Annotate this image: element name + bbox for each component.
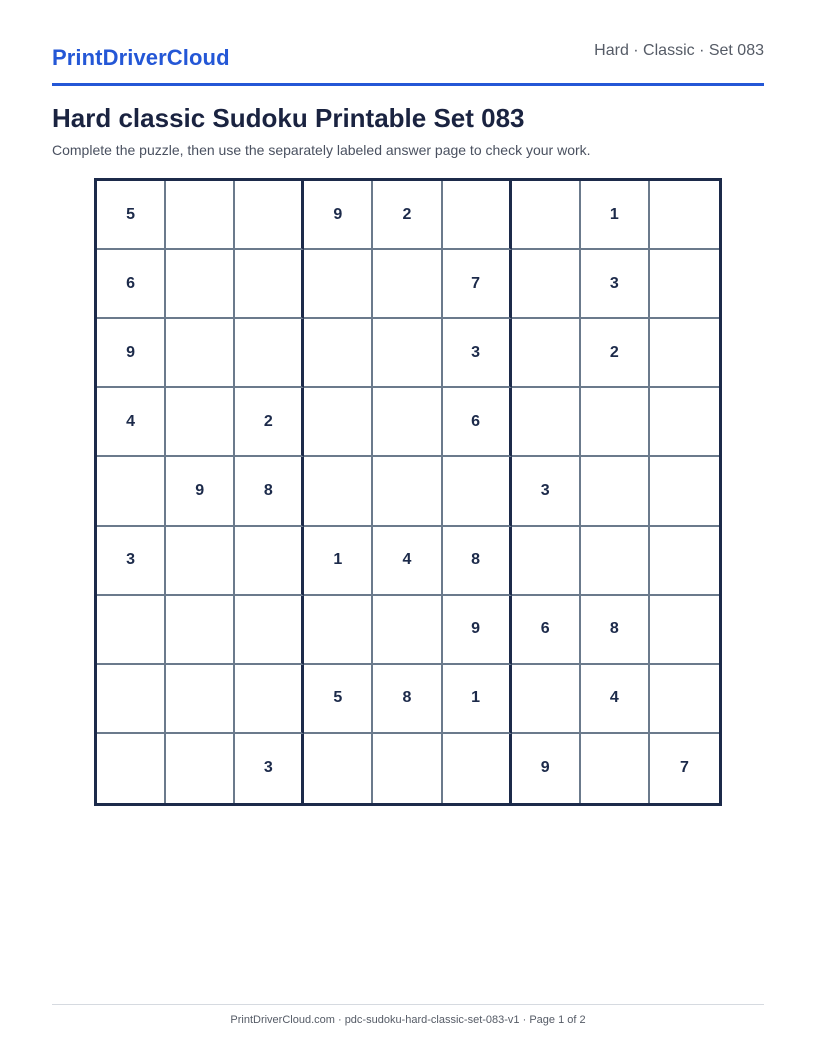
- sudoku-cell: 1: [581, 181, 650, 250]
- sudoku-cell: [304, 596, 373, 665]
- sudoku-cell: [235, 319, 304, 388]
- sudoku-cell: [373, 319, 442, 388]
- sudoku-grid: [94, 178, 722, 806]
- sudoku-cell: [235, 250, 304, 319]
- sudoku-cell: [650, 181, 719, 250]
- sudoku-cell: [443, 734, 512, 803]
- sudoku-cell: [373, 250, 442, 319]
- sudoku-cell: 3: [235, 734, 304, 803]
- sudoku-cell: [235, 527, 304, 596]
- sudoku-cell: [443, 457, 512, 526]
- sudoku-cell: 2: [581, 319, 650, 388]
- sudoku-cell: [97, 596, 166, 665]
- sudoku-cell: [304, 250, 373, 319]
- sudoku-cell: 7: [443, 250, 512, 319]
- sudoku-cell: [304, 457, 373, 526]
- sudoku-cell: [373, 734, 442, 803]
- sudoku-cell: [166, 250, 235, 319]
- header-meta: Hard · Classic · Set 083: [594, 42, 764, 59]
- sudoku-cell: 8: [581, 596, 650, 665]
- sudoku-cell: [97, 665, 166, 734]
- sudoku-cell: 9: [304, 181, 373, 250]
- sudoku-cell: [443, 181, 512, 250]
- sudoku-cell: 5: [97, 181, 166, 250]
- sudoku-cell: 2: [373, 181, 442, 250]
- sudoku-cell: 1: [304, 527, 373, 596]
- sudoku-cell: [235, 596, 304, 665]
- sudoku-cell: 4: [581, 665, 650, 734]
- sudoku-cell: [650, 388, 719, 457]
- sudoku-cell: [97, 457, 166, 526]
- sudoku-cell: [304, 319, 373, 388]
- sudoku-cell: [235, 181, 304, 250]
- sudoku-cell: [512, 250, 581, 319]
- sudoku-cell: [166, 527, 235, 596]
- sudoku-cell: [650, 665, 719, 734]
- sudoku-cell: [166, 665, 235, 734]
- sudoku-cell: 6: [512, 596, 581, 665]
- page-title: Hard classic Sudoku Printable Set 083: [52, 103, 525, 133]
- sudoku-cell: 9: [512, 734, 581, 803]
- sudoku-cell: [512, 181, 581, 250]
- sudoku-cell: [166, 319, 235, 388]
- page-footer: PrintDriverCloud.com · pdc-sudoku-hard-classic-set-083-v1 · Page 1 of 2: [230, 1014, 586, 1026]
- sudoku-cell: 6: [97, 250, 166, 319]
- page-subtitle: Complete the puzzle, then use the separately labeled answer page to check your work.: [52, 142, 591, 158]
- sudoku-cell: [650, 319, 719, 388]
- sudoku-cell: 3: [443, 319, 512, 388]
- sudoku-cell: [373, 457, 442, 526]
- sudoku-cell: [166, 596, 235, 665]
- sudoku-cell: [304, 388, 373, 457]
- sudoku-cell: [97, 734, 166, 803]
- sudoku-cell: [166, 181, 235, 250]
- sudoku-cell: 9: [97, 319, 166, 388]
- sudoku-cell: [512, 319, 581, 388]
- sudoku-cell: 8: [235, 457, 304, 526]
- sudoku-cell: [650, 527, 719, 596]
- sudoku-cell: 4: [373, 527, 442, 596]
- footer-divider: [52, 1004, 764, 1005]
- sudoku-cell: [650, 457, 719, 526]
- sudoku-cell: [235, 665, 304, 734]
- sudoku-cell: [581, 457, 650, 526]
- sudoku-cell: 8: [443, 527, 512, 596]
- sudoku-cell: [166, 734, 235, 803]
- sudoku-cell: [166, 388, 235, 457]
- sudoku-cell: [512, 527, 581, 596]
- sudoku-cell: [650, 250, 719, 319]
- sudoku-cell: 6: [443, 388, 512, 457]
- sudoku-cell: 7: [679, 759, 689, 777]
- brand-logo[interactable]: PrintDriverCloud: [52, 45, 230, 70]
- sudoku-cell: 9: [443, 596, 512, 665]
- sudoku-cell: 8: [373, 665, 442, 734]
- sudoku-cell: 3: [512, 457, 581, 526]
- sudoku-cell: [373, 388, 442, 457]
- sudoku-cell: 9: [166, 457, 235, 526]
- sudoku-cell: [304, 734, 373, 803]
- sudoku-cell: 2: [235, 388, 304, 457]
- sudoku-cell: 3: [97, 527, 166, 596]
- sudoku-cell: [373, 596, 442, 665]
- sudoku-cell: 4: [97, 388, 166, 457]
- sudoku-cell: [512, 665, 581, 734]
- sudoku-cell: [581, 527, 650, 596]
- sudoku-cell: 1: [443, 665, 512, 734]
- sudoku-cell: [581, 388, 650, 457]
- sudoku-cell: 5: [304, 665, 373, 734]
- sudoku-cell: [512, 388, 581, 457]
- sudoku-cell: 3: [581, 250, 650, 319]
- sudoku-cell: [581, 734, 650, 803]
- page-header: [52, 40, 764, 86]
- sudoku-cell: [650, 596, 719, 665]
